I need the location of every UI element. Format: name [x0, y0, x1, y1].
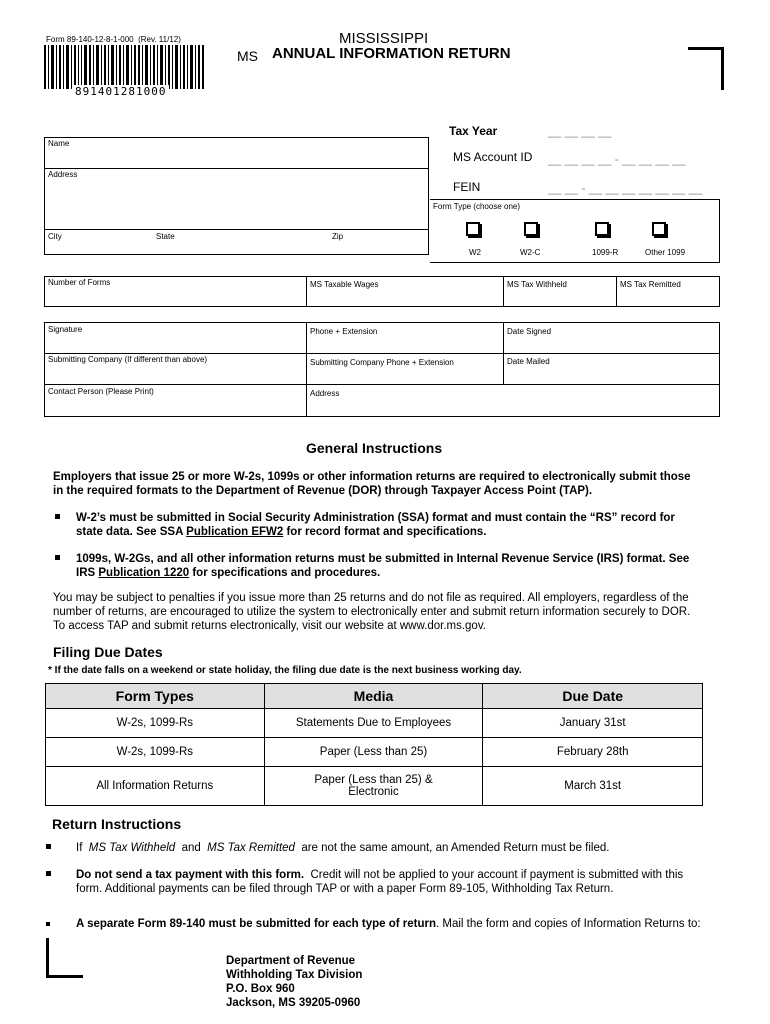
bullet-icon: [46, 922, 50, 926]
number-of-forms-field[interactable]: [46, 288, 304, 305]
ms-account-id-field[interactable]: __ __ __ __ - __ __ __ __: [548, 152, 686, 166]
ms-tax-remitted-label: MS Tax Remitted: [620, 280, 681, 289]
contact-address-label: Address: [310, 389, 340, 398]
ms-taxable-wages-field[interactable]: [308, 290, 501, 305]
table-row: [46, 767, 703, 806]
column-header: Media: [264, 684, 483, 709]
state-title: MISSISSIPPI: [339, 30, 429, 47]
due-date-table: [45, 683, 703, 806]
submitting-company-phone-field[interactable]: [308, 369, 501, 383]
general-instructions-heading: General Instructions: [306, 440, 443, 456]
publication-efw2-link[interactable]: Publication EFW2: [186, 526, 284, 538]
contact-address-field[interactable]: [308, 400, 718, 415]
table-row: [46, 709, 703, 738]
form-type-label: Form Type (choose one): [433, 202, 521, 211]
table-cell: [264, 767, 483, 806]
fein-field[interactable]: __ __ - __ __ __ __ __ __ __: [548, 181, 703, 195]
signature-field[interactable]: [46, 336, 304, 352]
mailing-address-line: Jackson, MS 39205-0960: [226, 997, 361, 1009]
fein-label: FEIN: [453, 180, 481, 194]
barcode-bars: [44, 45, 204, 89]
mailing-address-line: P.O. Box 960: [226, 983, 295, 995]
column-header: Form Types: [46, 684, 265, 709]
w2c-option-label: W2-C: [520, 248, 541, 257]
contact-person-field[interactable]: [46, 398, 304, 415]
form-number: Form 89-140-12-8-1-000 (Rev. 11/12): [46, 35, 181, 44]
filing-due-dates-heading: Filing Due Dates: [53, 644, 163, 660]
divider: [430, 199, 720, 200]
mailing-address: [226, 954, 362, 1010]
date-mailed-field[interactable]: [505, 368, 718, 383]
bullet-icon: [55, 514, 60, 519]
media-cell-text: Paper (Less than 25) & Electronic: [314, 774, 433, 798]
name-field[interactable]: [46, 150, 426, 167]
table-cell: March 31st: [483, 767, 703, 806]
column-header: Due Date: [483, 684, 703, 709]
table-cell: January 31st: [483, 709, 703, 738]
zip-field-label: Zip: [332, 232, 344, 241]
other-1099-option-label: Other 1099: [645, 248, 686, 257]
divider: [44, 229, 429, 230]
amended-return-instruction: If MS Tax Withheld and MS Tax Remitted are not the same amount, an Amended Return must be filed.: [76, 842, 610, 854]
other-1099-checkbox[interactable]: [652, 222, 666, 236]
barcode: [44, 45, 204, 99]
mailing-address-line: Withholding Tax Division: [226, 969, 363, 981]
phone-extension-label: Phone + Extension: [310, 327, 378, 336]
ms-logo: MS: [237, 48, 258, 64]
ms-tax-withheld-label: MS Tax Withheld: [507, 280, 567, 289]
separate-form-instruction: A separate Form 89-140 must be submitted for each type of return. Mail the form and copies of Information Returns to:: [76, 918, 701, 930]
w2c-checkbox[interactable]: [524, 222, 538, 236]
date-signed-field[interactable]: [505, 338, 718, 352]
tax-year-label: Tax Year: [449, 124, 498, 138]
table-cell: Paper (Less than 25): [264, 738, 483, 767]
ms-tax-withheld-field[interactable]: [505, 290, 614, 305]
bullet-icon: [46, 844, 51, 849]
return-instructions-heading: Return Instructions: [52, 816, 182, 832]
phone-extension-field[interactable]: [308, 338, 501, 352]
ms-tax-remitted-field[interactable]: [618, 290, 718, 305]
ssa-format-instruction: W-2’s must be submitted in Social Security Administration (SSA) format and must contain the “RS” record for state data. See SSA Publication EFW2 for record format and specifications.: [76, 512, 675, 538]
address-field[interactable]: [46, 180, 426, 228]
state-field-label: State: [156, 232, 175, 241]
w2-option-label: W2: [469, 248, 481, 257]
city-field-label: City: [48, 232, 62, 241]
mailing-address-line: Department of Revenue: [226, 955, 356, 967]
date-mailed-label: Date Mailed: [507, 357, 550, 366]
divider: [430, 262, 720, 263]
publication-1220-link[interactable]: Publication 1220: [98, 567, 190, 579]
table-cell: Statements Due to Employees: [264, 709, 483, 738]
date-signed-label: Date Signed: [507, 327, 552, 336]
table-cell: February 28th: [483, 738, 703, 767]
w2-checkbox[interactable]: [466, 222, 480, 236]
table-cell: All Information Returns: [46, 767, 265, 806]
due-date-note: * If the date falls on a weekend or state holiday, the filing due date is the next business working day.: [48, 665, 522, 676]
due-date-table-header: [46, 684, 703, 709]
barcode-number: 891401281000: [72, 85, 169, 98]
ms-taxable-wages-label: MS Taxable Wages: [310, 280, 379, 289]
name-field-label: Name: [48, 139, 70, 148]
contact-person-label: Contact Person (Please Print): [48, 387, 154, 396]
corner-mark-bottom-left: [46, 938, 83, 978]
general-instructions-intro: Employers that issue 25 or more W-2s, 1099s or other information returns are required to electronically submit those in the required formats to the Department of Revenue (DOR) through Taxpayer Access Point (TAP).: [53, 471, 691, 497]
divider: [719, 199, 720, 262]
signature-label: Signature: [48, 325, 83, 334]
no-payment-instruction: Do not send a tax payment with this form. Credit will not be applied to your account if payment is submitted with this form. Additional payments can be filed through TAP or with a paper Form 89-105, Withholding Tax Return.: [76, 869, 684, 895]
form-title: ANNUAL INFORMATION RETURN: [272, 45, 511, 62]
1099r-checkbox[interactable]: [595, 222, 609, 236]
bullet-icon: [55, 555, 60, 560]
bullet-icon: [46, 871, 51, 876]
number-of-forms-label: Number of Forms: [48, 278, 111, 287]
submitting-company-label: Submitting Company (If different than above): [48, 355, 208, 364]
irs-format-instruction: 1099s, W-2Gs, and all other information returns must be submitted in Internal Revenue Service (IRS) format. See IRS Publication 1220 for specifications and procedures.: [76, 553, 690, 579]
city-state-zip-field[interactable]: [46, 241, 426, 254]
ms-account-id-label: MS Account ID: [453, 150, 533, 164]
1099r-option-label: 1099-R: [592, 248, 619, 257]
table-row: [46, 738, 703, 767]
submitting-company-phone-label: Submitting Company Phone + Extension: [310, 358, 454, 367]
tax-year-field[interactable]: __ __ __ __: [548, 124, 612, 138]
corner-mark-top-right: [688, 47, 724, 90]
table-cell: W-2s, 1099-Rs: [46, 709, 265, 738]
submitting-company-field[interactable]: [46, 366, 304, 383]
penalty-paragraph: You may be subject to penalties if you issue more than 25 returns and do not file as required. All employers, regardless of the number of returns, are encouraged to utilize the system to electronically enter and submit return information securely to DOR. To access TAP and submit returns electronically, visit our website at www.dor.ms.gov.: [53, 592, 691, 632]
address-field-label: Address: [48, 170, 78, 179]
divider: [44, 168, 429, 169]
table-cell: W-2s, 1099-Rs: [46, 738, 265, 767]
